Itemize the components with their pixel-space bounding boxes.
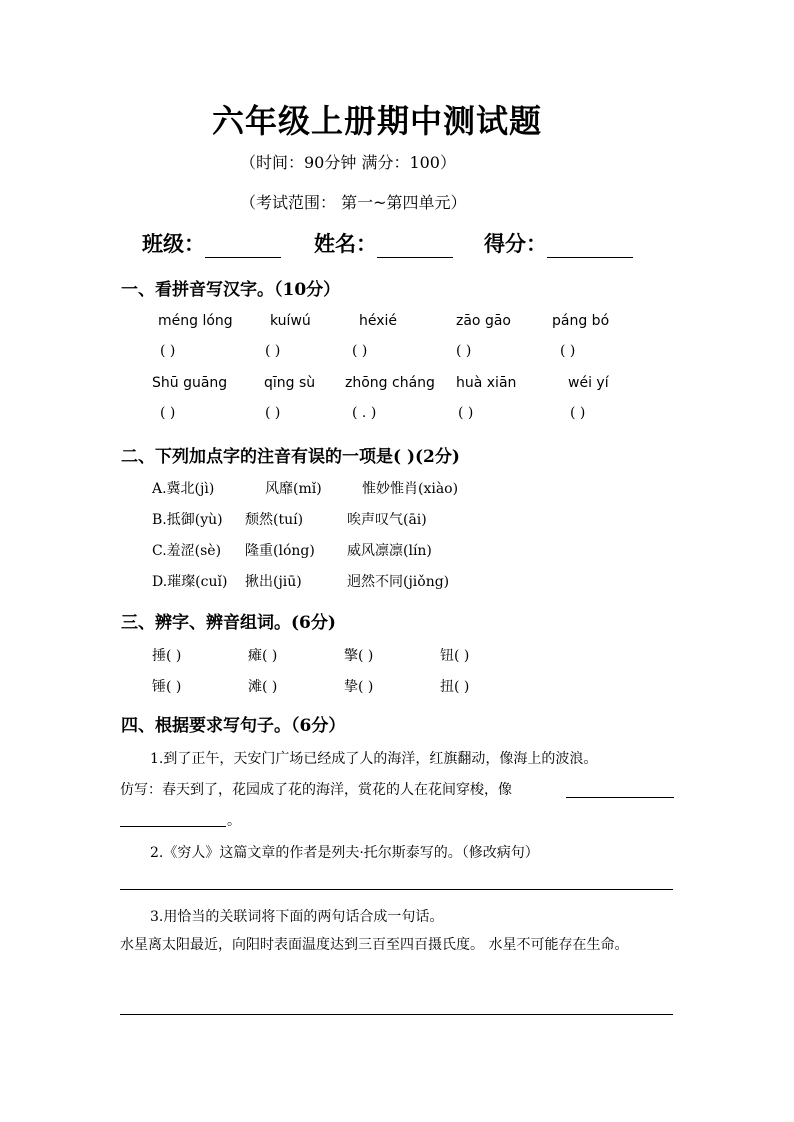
answer-line[interactable] bbox=[120, 889, 673, 890]
pinyin-item: wéi yí bbox=[568, 375, 609, 391]
section-4-heading: 四、根据要求写句子。（6分） bbox=[121, 716, 346, 736]
pinyin-item: héxié bbox=[359, 313, 398, 329]
answer-line[interactable] bbox=[120, 1014, 673, 1015]
pinyin-item: qīng sù bbox=[264, 375, 316, 391]
word-group-item[interactable]: 钮( ) bbox=[440, 648, 470, 664]
option-d-word-1: D.璀璨(cuǐ) bbox=[152, 574, 228, 590]
answer-bracket[interactable]: ( ) bbox=[560, 343, 576, 359]
word-group-item[interactable]: 滩( ) bbox=[248, 679, 278, 695]
word-group-item[interactable]: 擎( ) bbox=[344, 648, 374, 664]
pinyin-item: zhōng cháng bbox=[345, 375, 435, 391]
class-field bbox=[142, 228, 281, 258]
option-d-word-3: 迥然不同(jiǒng) bbox=[347, 574, 450, 590]
answer-line[interactable] bbox=[566, 797, 674, 798]
question-1-imitate-prompt: 仿写：春天到了，花园成了花的海洋，赏花的人在花间穿梭，像 bbox=[120, 782, 512, 798]
pinyin-item: Shū guāng bbox=[152, 375, 228, 391]
pinyin-item: kuíwú bbox=[270, 313, 311, 329]
name-field bbox=[314, 228, 453, 258]
pinyin-item: páng bó bbox=[552, 313, 610, 329]
option-b-word-1: B.抵御(yù) bbox=[152, 512, 223, 528]
word-group-item[interactable]: 捶( ) bbox=[152, 648, 182, 664]
word-group-item[interactable]: 瘫( ) bbox=[248, 648, 278, 664]
score-field bbox=[484, 228, 633, 258]
score-blank[interactable] bbox=[547, 235, 633, 258]
page-title: 六年级上册期中测试题 bbox=[211, 102, 542, 140]
option-c-word-2: 隆重(lóng) bbox=[245, 543, 315, 559]
answer-bracket[interactable]: ( ) bbox=[160, 343, 176, 359]
option-b-word-3: 唉声叹气(āi) bbox=[347, 512, 427, 528]
answer-bracket[interactable]: ( ) bbox=[160, 405, 176, 421]
option-a-word-3: 惟妙惟肖(xiào) bbox=[362, 481, 459, 497]
word-group-item[interactable]: 锤( ) bbox=[152, 679, 182, 695]
scope-line: （考试范围： 第一~第四单元） bbox=[240, 193, 467, 212]
section-1-heading: 一、看拼音写汉字。（10分） bbox=[121, 280, 341, 300]
answer-bracket[interactable]: ( . ) bbox=[352, 405, 377, 421]
question-3-text: 3.用恰当的关联词将下面的两句话合成一句话。 bbox=[150, 909, 444, 925]
answer-bracket[interactable]: ( ) bbox=[352, 343, 368, 359]
answer-bracket[interactable]: ( ) bbox=[265, 405, 281, 421]
answer-bracket[interactable]: ( ) bbox=[456, 343, 472, 359]
time-line: （时间：90分钟 满分：100） bbox=[240, 153, 456, 172]
name-label: 姓名： bbox=[314, 231, 377, 256]
pinyin-item: huà xiān bbox=[456, 375, 517, 391]
option-a-word-1: A.冀北(jì) bbox=[152, 481, 215, 497]
answer-bracket[interactable]: ( ) bbox=[458, 405, 474, 421]
class-blank[interactable] bbox=[205, 235, 281, 258]
section-2-heading: 二、下列加点字的注音有误的一项是( )(2分) bbox=[121, 447, 460, 467]
option-a-word-2: 风靡(mǐ) bbox=[265, 481, 322, 497]
answer-bracket[interactable]: ( ) bbox=[265, 343, 281, 359]
word-group-item[interactable]: 扭( ) bbox=[440, 679, 470, 695]
pinyin-item: méng lóng bbox=[158, 313, 233, 329]
class-label: 班级： bbox=[142, 231, 205, 256]
option-c-word-1: C.羞涩(sè) bbox=[152, 543, 222, 559]
question-1-end-mark: 。 bbox=[227, 813, 241, 829]
option-c-word-3: 威风凛凛(lín) bbox=[347, 543, 432, 559]
option-d-word-2: 揪出(jiū) bbox=[245, 574, 302, 590]
section-3-heading: 三、辨字、辨音组词。(6分) bbox=[121, 613, 336, 633]
question-1-text: 1.到了正午，天安门广场已经成了人的海洋，红旗翻动，像海上的波浪。 bbox=[150, 751, 598, 767]
question-3-sentence: 水星离太阳最近，向阳时表面温度达到三百至四百摄氏度。 水星不可能存在生命。 bbox=[120, 937, 629, 953]
score-label: 得分： bbox=[484, 231, 547, 256]
word-group-item[interactable]: 挚( ) bbox=[344, 679, 374, 695]
answer-bracket[interactable]: ( ) bbox=[570, 405, 586, 421]
pinyin-item: zāo gāo bbox=[456, 313, 511, 329]
name-blank[interactable] bbox=[377, 235, 453, 258]
option-b-word-2: 颓然(tuí) bbox=[245, 512, 304, 528]
answer-line[interactable] bbox=[120, 826, 226, 827]
question-2-text: 2.《穷人》这篇文章的作者是列夫·托尔斯泰写的。（修改病句） bbox=[150, 845, 539, 861]
